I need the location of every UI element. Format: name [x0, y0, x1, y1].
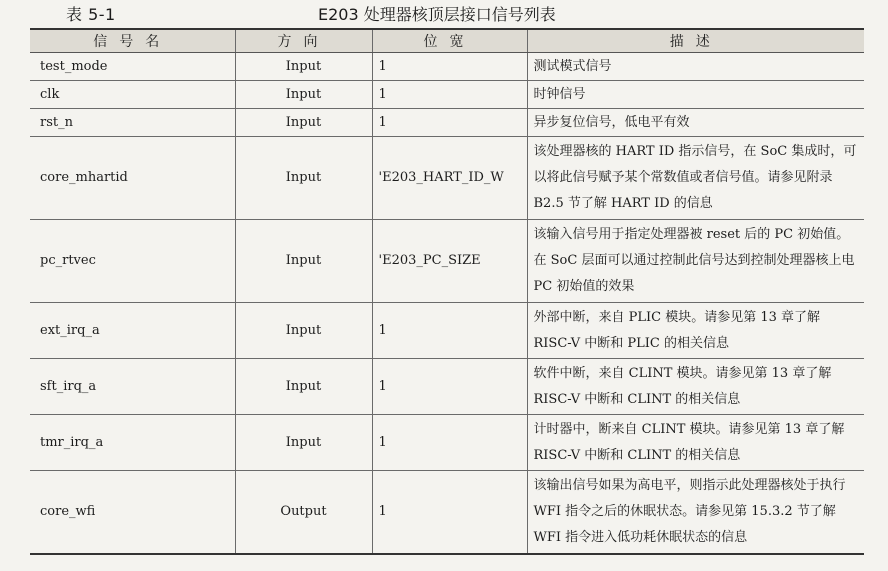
signal-width: 1	[372, 53, 527, 81]
signal-description: 该输出信号如果为高电平，则指示此处理器核处于执行 WFI 指令之后的休眠状态。请参见第 15.3.2 节了解 WFI 指令进入低功耗休眠状态的信息	[527, 471, 864, 555]
signal-table	[30, 28, 864, 555]
table-header	[30, 29, 864, 53]
signal-description: 该处理器核的 HART ID 指示信号，在 SoC 集成时，可以将此信号赋予某个常数值或者信号值。请参见附录 B2.5 节了解 HART ID 的信息	[527, 137, 864, 220]
signal-width: 1	[372, 81, 527, 109]
header-bit-width: 位宽	[372, 29, 527, 53]
signal-width: 'E203_PC_SIZE	[372, 220, 527, 303]
header-description: 描述	[527, 29, 864, 53]
signal-name: core_wfi	[30, 471, 235, 555]
signal-name: ext_irq_a	[30, 303, 235, 359]
table-row	[30, 81, 864, 109]
signal-width: 1	[372, 303, 527, 359]
signal-description: 时钟信号	[527, 81, 864, 109]
signal-direction: Input	[235, 303, 372, 359]
table-title: E203 处理器核顶层接口信号列表	[318, 5, 556, 24]
table-caption	[0, 4, 888, 26]
signal-description: 异步复位信号，低电平有效	[527, 109, 864, 137]
signal-direction: Output	[235, 471, 372, 555]
table-row	[30, 53, 864, 81]
signal-name: clk	[30, 81, 235, 109]
signal-name: sft_irq_a	[30, 359, 235, 415]
table-row	[30, 137, 864, 220]
signal-direction: Input	[235, 220, 372, 303]
signal-description: 测试模式信号	[527, 53, 864, 81]
table-body	[30, 53, 864, 555]
header-signal-name: 信号名	[30, 29, 235, 53]
table-number: 表 5-1	[66, 5, 116, 24]
table-row	[30, 303, 864, 359]
signal-direction: Input	[235, 359, 372, 415]
signal-description: 计时器中，断来自 CLINT 模块。请参见第 13 章了解 RISC-V 中断和 CLINT 的相关信息	[527, 415, 864, 471]
table-row	[30, 109, 864, 137]
signal-direction: Input	[235, 109, 372, 137]
signal-name: core_mhartid	[30, 137, 235, 220]
table-row	[30, 471, 864, 555]
signal-direction: Input	[235, 415, 372, 471]
signal-name: tmr_irq_a	[30, 415, 235, 471]
signal-name: pc_rtvec	[30, 220, 235, 303]
signal-width: 1	[372, 359, 527, 415]
table-row	[30, 415, 864, 471]
table-row	[30, 220, 864, 303]
signal-width: 1	[372, 415, 527, 471]
signal-direction: Input	[235, 81, 372, 109]
signal-width: 1	[372, 471, 527, 555]
signal-direction: Input	[235, 137, 372, 220]
header-direction: 方向	[235, 29, 372, 53]
signal-name: rst_n	[30, 109, 235, 137]
signal-direction: Input	[235, 53, 372, 81]
signal-width: 'E203_HART_ID_W	[372, 137, 527, 220]
signal-description: 外部中断，来自 PLIC 模块。请参见第 13 章了解 RISC-V 中断和 PLIC 的相关信息	[527, 303, 864, 359]
signal-description: 软件中断，来自 CLINT 模块。请参见第 13 章了解 RISC-V 中断和 CLINT 的相关信息	[527, 359, 864, 415]
signal-name: test_mode	[30, 53, 235, 81]
signal-width: 1	[372, 109, 527, 137]
signal-description: 该输入信号用于指定处理器被 reset 后的 PC 初始值。在 SoC 层面可以通过控制此信号达到控制处理器核上电 PC 初始值的效果	[527, 220, 864, 303]
table-row	[30, 359, 864, 415]
